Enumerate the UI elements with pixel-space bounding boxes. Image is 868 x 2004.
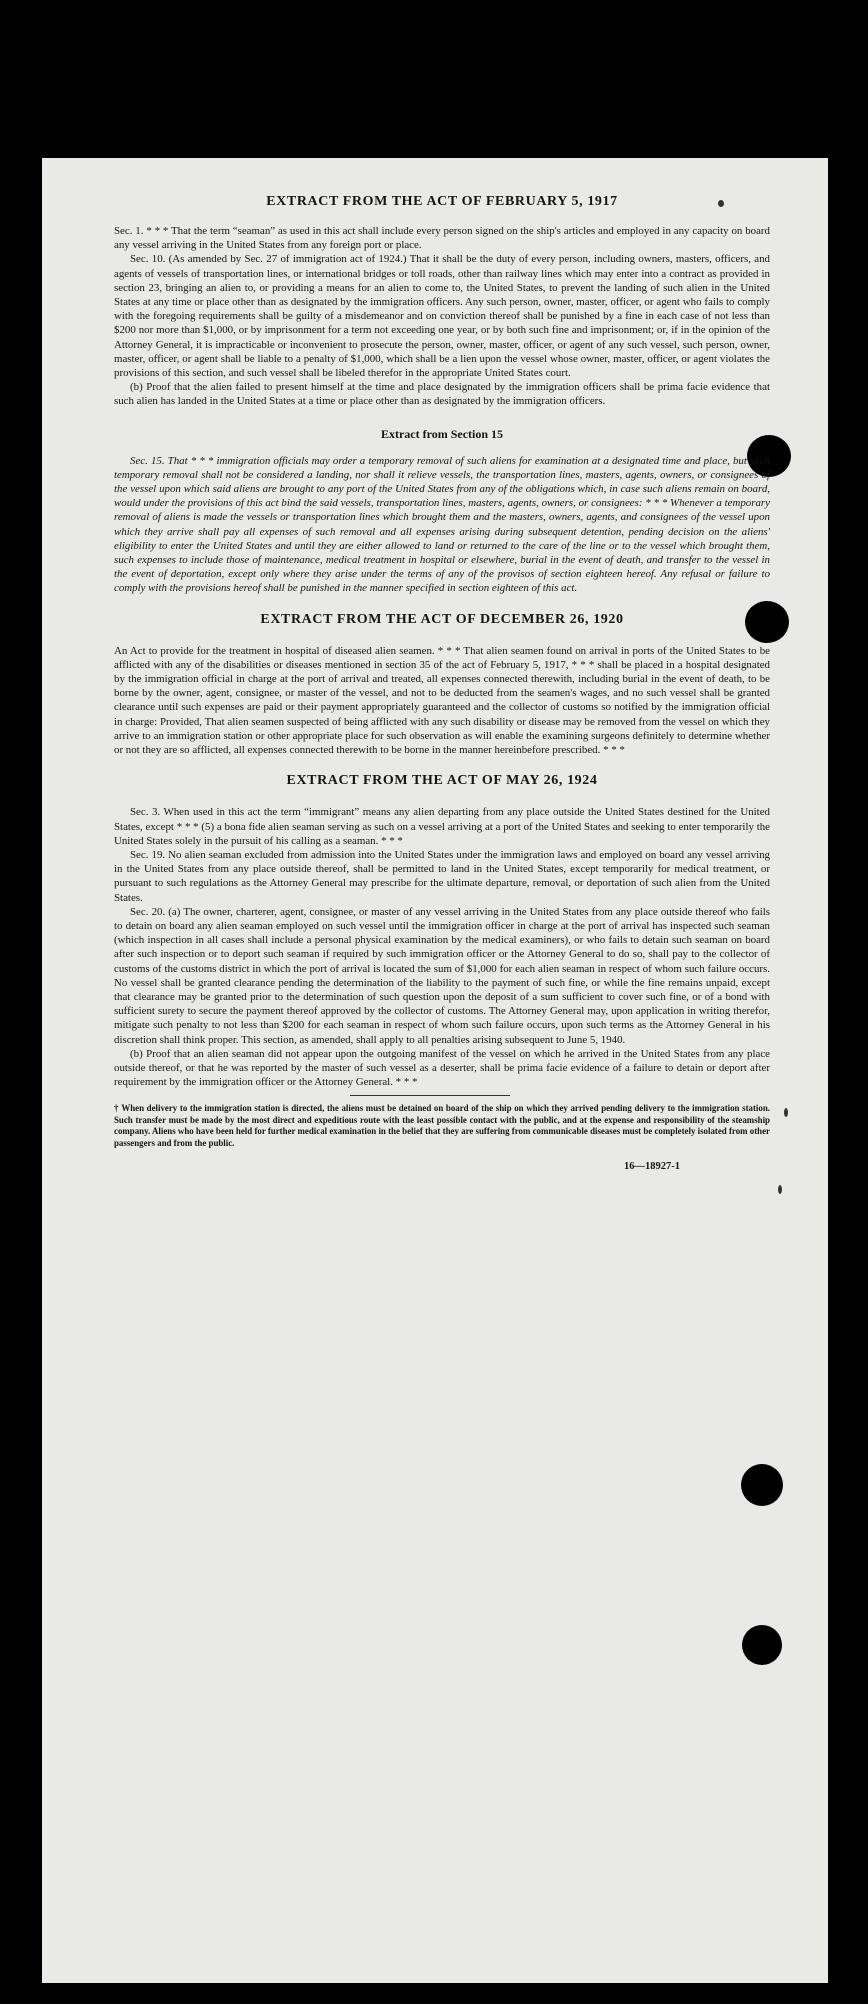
- heading-act-1917: EXTRACT FROM THE ACT OF FEBRUARY 5, 1917: [266, 194, 618, 209]
- section-15: Sec. 15. That * * * immigration officials may order a temporary removal of such aliens for examination at a designated time and place, but such temporary removal shall not be considered a landing, nor shall it relieve vessels, the transportation lines, masters, agents, owners, or consignees of the vessel upon which said aliens are brought to any port of the United States from any of the obligations which, in case such aliens remain on board, would under the provisions of this act bind the said vessels, transportation lines, masters, agents, owners, or consignees: * * * Whenever a temporary removal of aliens is made the vessels or transportation lines which brought them and the masters, owners, agents, and consignees of the vessel upon which they arrive shall pay all expenses of such removal and all expenses arising during subsequent detention, pending decision on the aliens' eligibility to enter the United States and until they are either allowed to land or returned to the care of the line or to the vessel which brought them, such expenses to include those of maintenance, medical treatment in hospital or elsewhere, burial in the event of death, and transfer to the vessel in the event of deportation, except only where they arise under the terms of any of the provisos of section eighteen hereof. Any refusal or failure to comply with the provisions hereof shall be punished in the manner specified in section eighteen of this act.: [114, 454, 770, 595]
- scan-speck: [778, 1185, 782, 1194]
- section-20b: (b) Proof that an alien seaman did not appear upon the outgoing manifest of the vessel on which he arrived in the United States from any place outside thereof, or that he was reported by the master of such vessel as a deserter, shall be prima facie evidence of a failure to detain or deport after requirement by the immigration officer or the Attorney General. * * *: [114, 1047, 770, 1089]
- act-1920-text: An Act to provide for the treatment in hospital of diseased alien seamen. * * * That alien seamen found on arrival in ports of the United States to be afflicted with any of the disabilities or diseases mentioned in section 35 of the act of February 5, 1917, * * * shall be placed in a hospital designated by the immigration official in charge at the port of arrival and treated, all expenses connected therewith, including burial in the event of death, to be borne by the owner, agent, consignee, or master of the vessel, and not to be deducted from the seamen's wages, and no such vessel shall be granted clearance until such expenses are paid or their payment appropriately guaranteed and the collector of customs so notified by the immigration official in charge: Provided, That alien seamen suspected of being afflicted with any such disability or disease may be removed from the vessel on which they arrive to an immigration station or other appropriate place for such observation as will enable the examining surgeons definitely to determine whether or not they are so afflicted, all expenses connected therewith to be borne in the manner hereinbefore prescribed. * * *: [114, 644, 770, 757]
- heading-section-15: Extract from Section 15: [380, 426, 504, 441]
- section-19: Sec. 19. No alien seaman excluded from admission into the United States under the immigration laws and employed on board any vessel arriving in the United States from any place outside thereof, shall be permitted to land in the United States, except temporarily for medical treatment, or pursuant to such regulations as the Attorney General may prescribe for the ultimate departure, removal, or deportation of such alien from the United States.: [114, 848, 770, 904]
- footnote-rule: [350, 1095, 510, 1096]
- document-text: [114, 194, 770, 1175]
- punch-hole: [742, 1625, 782, 1665]
- section-3: Sec. 3. When used in this act the term “immigrant” means any alien departing from any place outside the United States destined for the United States, except * * * (5) a bona fide alien seaman serving as such on a vessel arriving at a port of the United States and seeking to enter temporarily the United States solely in the pursuit of his calling as a seaman. * * *: [114, 806, 770, 847]
- footnote: † When delivery to the immigration station is directed, the aliens must be detained on board of the ship on which they arrived pending delivery to the immigration station. Such transfer must be made by the most direct and expeditious route with the least possible contact with the public, and at the expense and responsibility of the steamship company. Aliens who have been held for further medical examination in the belief that they are suffering from communicable diseases must be completely isolated from other passengers and from the public.: [114, 1103, 770, 1148]
- section-1: Sec. 1. * * * That the term “seaman” as used in this act shall include every person signed on the ship's articles and employed in any capacity on board any vessel arriving in the United States from any foreign port or place.: [114, 225, 770, 252]
- form-number: 16—18927-1: [624, 1160, 680, 1172]
- heading-act-1924: EXTRACT FROM THE ACT OF MAY 26, 1924: [286, 773, 598, 789]
- section-20: Sec. 20. (a) The owner, charterer, agent, consignee, or master of any vessel arriving in the United States from any place outside thereof who fails to detain on board any alien seaman employed on such vessel until the immigration officer in charge at the port of arrival has inspected such seaman (which inspection in all cases shall include a personal physical examination by the medical examiners), or who fails to detain such seaman on board after such inspection or to deport such seaman if required by such immigration officer or the Attorney General to do so, shall pay to the collector of customs of the customs district in which the port of arrival is located the sum of $1,000 for each alien seaman in respect of whom such failure occurs. No vessel shall be granted clearance pending the determination of the liability to the payment of such fine, or while the fine remains unpaid, except that clearance may be granted prior to the determination of such question upon the deposit of a sum sufficient to cover such fine, or of a bond with sufficient surety to secure the payment thereof approved by the collector of customs. The Attorney General may, upon application in writing therefor, mitigate such penalty to not less than $200 for each seaman in respect of whom such failure occurs, upon such terms as the Attorney General in his discretion shall think proper. This section, as amended, shall apply to all penalties arising subsequent to June 5, 1940.: [114, 905, 770, 1046]
- section-10b: (b) Proof that the alien failed to present himself at the time and place designated by the immigration officers shall be prima facie evidence that such alien has landed in the United States at a time or place other than as designated by the immigration officers.: [114, 381, 770, 408]
- heading-act-1920: EXTRACT FROM THE ACT OF DECEMBER 26, 1920: [260, 611, 624, 627]
- section-10: Sec. 10. (As amended by Sec. 27 of immigration act of 1924.) That it shall be the duty of every person, including owners, masters, officers, and agents of vessels of transportation lines, or international bridges or toll roads, other than railway lines which may enter into a contract as provided in section 23, bringing an alien to, or providing a means for an alien to come to, the United States, to prevent the landing of such alien in the United States at any time or place other than as designated by the immigration officers. Any such person, owner, master, officer, or agent who fails to comply with the foregoing requirements shall be guilty of a misdemeanor and on conviction thereof shall be punished by a fine in each case of not less than $200 nor more than $1,000, or by imprisonment for a term not exceeding one year, or by both such fine and imprisonment; or, if in the opinion of the Attorney General, it is impracticable or inconvenient to prosecute the person, owner, master, officer, or agent of any such vessel, such person, owner, master, officer, or agent shall be liable to a penalty of $1,000, which shall be a lien upon the vessel whose owner, master, officer, or agent violates the provisions of this section, and such vessel shall be libeled therefor in the appropriate United States court.: [114, 253, 770, 380]
- document-page: [42, 158, 828, 1983]
- punch-hole: [741, 1464, 783, 1506]
- scan-speck: [784, 1108, 788, 1117]
